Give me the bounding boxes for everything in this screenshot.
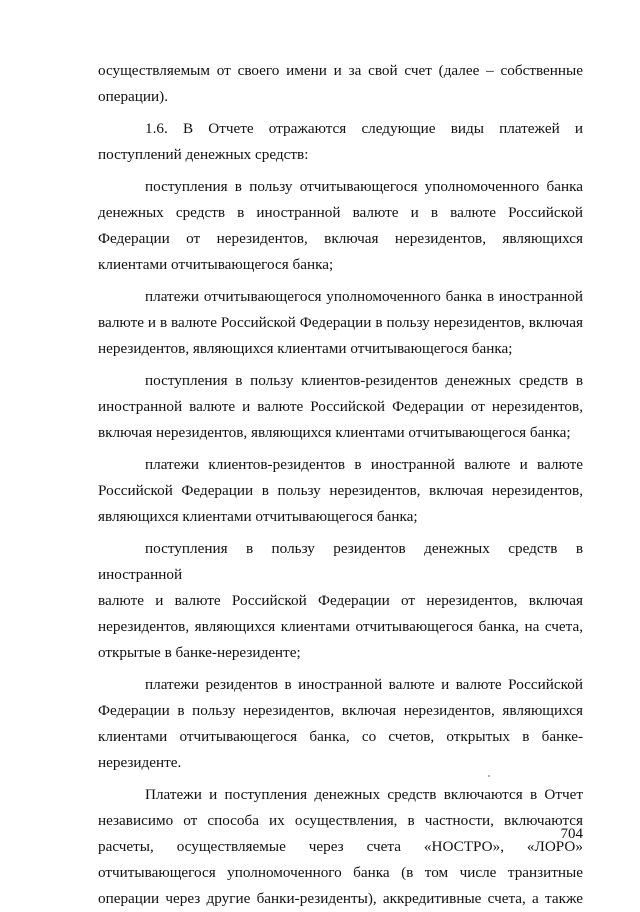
- list-item-incoming-clients: [98, 368, 583, 446]
- text-line: операции через другие банки-резиденты), аккредитивные счета, а также: [98, 890, 583, 907]
- text-line: независимо от способа их осуществления, в частности, включаются: [98, 812, 583, 829]
- text-line: платежи клиентов-резидентов в иностранной валюте и валюте: [145, 456, 583, 473]
- text-line: клиентами отчитывающегося банка, со счетов, открытых в банке-: [98, 728, 583, 745]
- text-line: платежи отчитывающегося уполномоченного банка в иностранной: [145, 288, 583, 305]
- text-line: открытые в банке-нерезиденте;: [98, 644, 301, 661]
- paragraph-continuation: [98, 58, 583, 110]
- list-item-incoming-residents: [98, 536, 583, 666]
- text-line: нерезидентов, являющихся клиентами отчитывающегося банка, на счета,: [98, 618, 583, 635]
- text-line: расчеты, осуществляемые через счета «НОСТРО», «ЛОРО»: [98, 838, 583, 855]
- text-line: Платежи и поступления денежных средств включаются в Отчет: [145, 786, 583, 803]
- text-line: клиентами отчитывающегося банка;: [98, 256, 334, 273]
- list-item-payments-bank: [98, 284, 583, 362]
- text-line: 1.6. В Отчете отражаются следующие виды платежей и: [145, 120, 583, 137]
- list-item-payments-clients: [98, 452, 583, 530]
- body-text: [98, 58, 583, 912]
- text-line: Российской Федерации в пользу нерезидентов, включая нерезидентов,: [98, 482, 583, 499]
- list-item-payments-residents: [98, 672, 583, 776]
- text-line: включая нерезидентов, являющихся клиентами отчитывающегося банка;: [98, 424, 571, 441]
- text-line: осуществляемым от своего имени и за свой счет (далее – собственные: [98, 62, 583, 79]
- paragraph-inclusion: [98, 782, 583, 912]
- text-line: отчитывающегося уполномоченного банка (в том числе транзитные: [98, 864, 583, 881]
- text-line: поступлений денежных средств:: [98, 146, 309, 163]
- text-line: валюте и в валюте Российской Федерации в пользу нерезидентов, включая: [98, 314, 583, 331]
- text-line: нерезиденте.: [98, 754, 182, 771]
- text-line: платежи резидентов в иностранной валюте и валюте Российской: [145, 676, 583, 693]
- paragraph-section-1-6: [98, 116, 583, 168]
- scan-speck: [488, 775, 490, 777]
- text-line: Федерации в пользу нерезидентов, включая нерезидентов, являющихся: [98, 702, 583, 719]
- text-line: поступления в пользу клиентов-резидентов денежных средств в: [145, 372, 583, 389]
- text-line: нерезидентов, являющихся клиентами отчитывающегося банка;: [98, 340, 513, 357]
- text-line: поступления в пользу отчитывающегося уполномоченного банка: [145, 178, 583, 195]
- text-line: денежных средств в иностранной валюте и в валюте Российской: [98, 204, 583, 221]
- text-line: Федерации от нерезидентов, включая нерезидентов, являющихся: [98, 230, 583, 247]
- page-number: 704: [560, 826, 583, 842]
- text-line: операции).: [98, 88, 169, 105]
- text-line: поступления в пользу резидентов денежных средств в иностранной: [98, 540, 583, 583]
- text-line: являющихся клиентами отчитывающегося банка;: [98, 508, 418, 525]
- list-item-incoming-bank: [98, 174, 583, 278]
- text-line: валюте и валюте Российской Федерации от нерезидентов, включая: [98, 592, 583, 609]
- text-line: иностранной валюте и валюте Российской Федерации от нерезидентов,: [98, 398, 583, 415]
